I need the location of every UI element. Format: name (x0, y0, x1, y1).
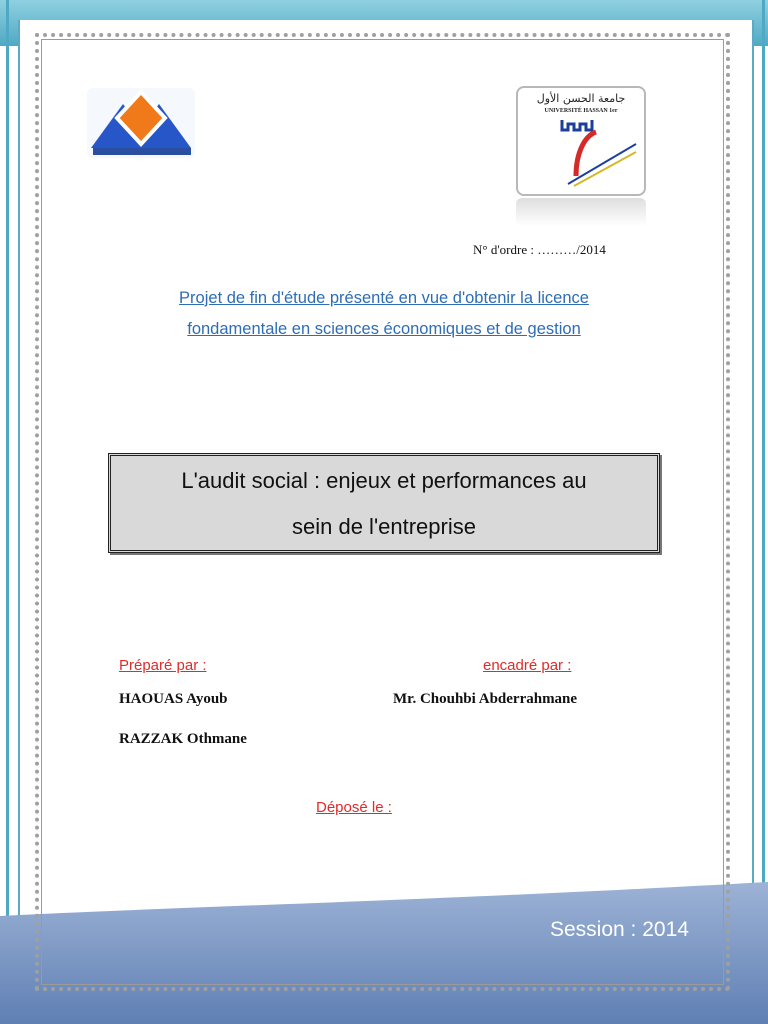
title-line-1: L'audit social : enjeux et performances au (181, 468, 587, 493)
title-box (108, 453, 660, 553)
document-title (111, 456, 657, 550)
submitted-on-label: Déposé le : (316, 799, 392, 816)
order-number (473, 242, 606, 258)
student-name-2: RAZZAK Othmane (119, 731, 247, 747)
logo-reflection (516, 198, 646, 226)
university-arabic-name: جامعة الحسن الأول (536, 92, 626, 105)
university-name: UNIVERSITÉ HASSAN 1er (544, 108, 618, 114)
title-line-2: sein de l'entreprise (292, 514, 476, 539)
faculty-logo (85, 86, 197, 160)
prepared-by-label: Préparé par : (119, 657, 207, 674)
subtitle-line-1: Projet de fin d'étude présenté en vue d'obtenir la licence (179, 289, 589, 307)
order-label: N° d'ordre : (473, 242, 534, 257)
project-subtitle (100, 283, 668, 345)
session-year: Session : 2014 (550, 918, 689, 941)
supervisor-name: Mr. Chouhbi Abderrahmane (393, 691, 578, 707)
university-emblem-icon (528, 114, 638, 192)
university-logo (516, 86, 646, 196)
order-value: ………/2014 (537, 242, 606, 257)
supervised-by-label: encadré par : (483, 657, 572, 674)
student-name-1: HAOUAS Ayoub (119, 691, 228, 707)
subtitle-line-2: fondamentale en sciences économiques et de gestion (187, 320, 581, 338)
